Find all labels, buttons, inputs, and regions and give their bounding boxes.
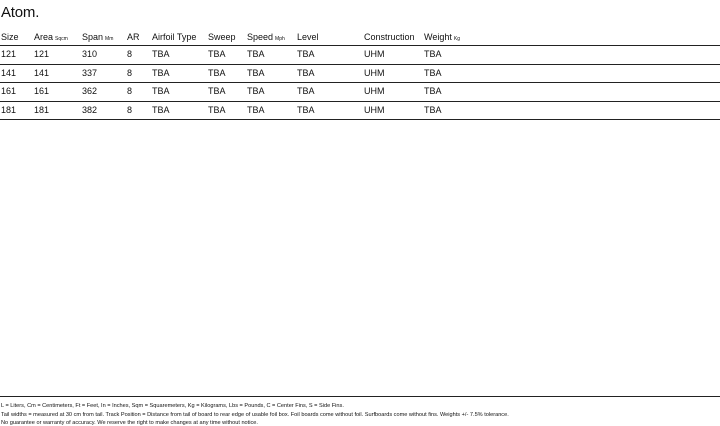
table-row <box>0 102 720 121</box>
cell-speed: TBA <box>247 104 265 115</box>
cell-span: 382 <box>82 104 98 115</box>
cell-sweep: TBA <box>208 104 226 115</box>
cell-level: TBA <box>297 49 315 59</box>
cell-level: TBA <box>297 86 315 96</box>
cell-speed: TBA <box>247 86 265 96</box>
table-row <box>0 46 720 65</box>
header-weight: Weight Kg <box>424 32 460 42</box>
cell-size: 141 <box>1 67 17 78</box>
spec-table <box>0 29 720 120</box>
cell-construction: UHM <box>364 49 385 59</box>
cell-sweep: TBA <box>208 67 226 78</box>
cell-ar: 8 <box>127 86 133 96</box>
cell-sweep: TBA <box>208 49 226 59</box>
cell-size: 161 <box>1 86 17 96</box>
table-row <box>0 83 720 102</box>
table-header-row <box>0 29 720 46</box>
header-span: Span Mm <box>82 32 114 42</box>
header-speed: Speed Mph <box>247 32 285 42</box>
cell-level: TBA <box>297 104 315 115</box>
cell-sweep: TBA <box>208 86 226 96</box>
table-row <box>0 65 720 84</box>
cell-construction: UHM <box>364 67 385 78</box>
cell-area: 181 <box>34 104 50 115</box>
cell-ar: 8 <box>127 67 133 78</box>
cell-airfoil-type: TBA <box>152 104 170 115</box>
footer-notes-text: Tail widths = measured at 30 cm from tail. Track Position = Distance from tail of board to rear edge of usable foil box. Foil boards come without foil. Surfboards come without fins. Weights +/- 7.5% tolerance. <box>1 411 509 418</box>
cell-span: 310 <box>82 49 98 59</box>
cell-weight: TBA <box>424 67 442 78</box>
cell-speed: TBA <box>247 67 265 78</box>
cell-airfoil-type: TBA <box>152 86 170 96</box>
cell-ar: 8 <box>127 104 133 115</box>
footer-legend: L = Liters, Cm = Centimeters, Ft = Feet, In = Inches, Sqm = Squaremeters, Kg = Kilograms, Lbs = Pounds, C = Center Fins, S = Side Fins. <box>1 403 344 409</box>
header-construction: Construction <box>364 32 415 42</box>
cell-weight: TBA <box>424 49 442 59</box>
cell-area: 161 <box>34 86 50 96</box>
cell-span: 337 <box>82 67 98 78</box>
cell-area: 141 <box>34 67 50 78</box>
cell-airfoil-type: TBA <box>152 67 170 78</box>
cell-weight: TBA <box>424 86 442 96</box>
cell-weight: TBA <box>424 104 442 115</box>
cell-size: 181 <box>1 104 17 115</box>
footer-disclaimer: No guarantee or warranty of accuracy. We reserve the right to make changes at any time without notice. <box>1 420 258 426</box>
cell-construction: UHM <box>364 86 385 96</box>
header-level: Level <box>297 32 319 42</box>
header-area: Area Sqcm <box>34 32 68 42</box>
header-sweep: Sweep <box>208 32 236 42</box>
page-title: Atom. <box>1 4 40 21</box>
header-size: Size <box>1 32 19 42</box>
footer-notes <box>0 396 720 426</box>
cell-ar: 8 <box>127 49 133 59</box>
cell-construction: UHM <box>364 104 385 115</box>
header-ar: AR <box>127 32 140 42</box>
header-airfoil-type: Airfoil Type <box>152 32 197 42</box>
cell-airfoil-type: TBA <box>152 49 170 59</box>
cell-speed: TBA <box>247 49 265 59</box>
cell-size: 121 <box>1 49 17 59</box>
cell-area: 121 <box>34 49 50 59</box>
cell-span: 362 <box>82 86 98 96</box>
cell-level: TBA <box>297 67 315 78</box>
